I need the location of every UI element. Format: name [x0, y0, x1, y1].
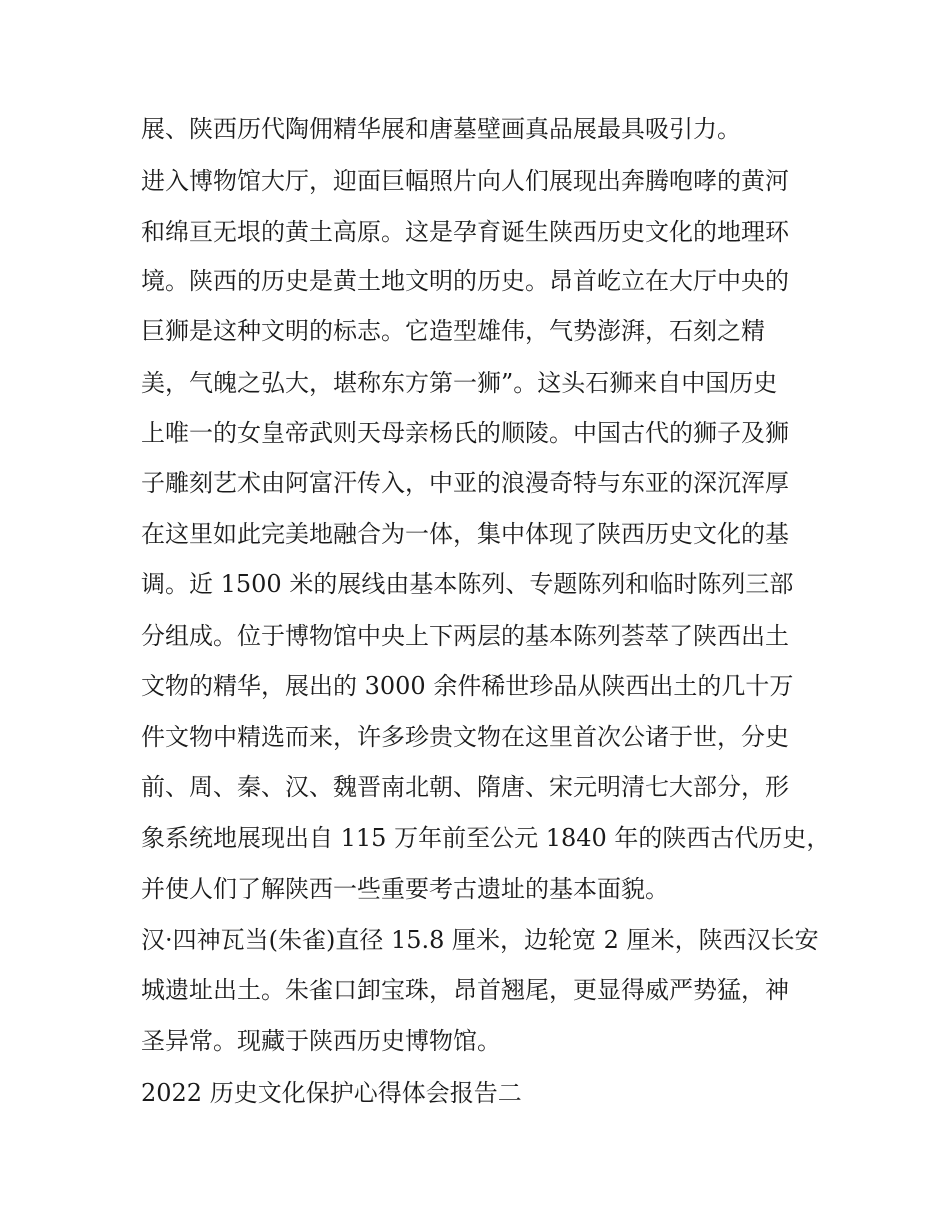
text-line: 汉·四神瓦当(朱雀)直径 15.8 厘米，边轮宽 2 厘米，陕西汉长安 [141, 926, 819, 954]
text-line: 美，气魄之弘大，堪称东方第一狮”。这头石狮来自中国历史 [141, 369, 778, 397]
text-line: 并使人们了解陕西一些重要考古遗址的基本面貌。 [141, 875, 669, 903]
text-line: 圣异常。现藏于陕西历史博物馆。 [141, 1027, 501, 1055]
text-line: 巨狮是这种文明的标志。它造型雄伟，气势澎湃，石刻之精 [141, 317, 765, 345]
text-line: 在这里如此完美地融合为一体，集中体现了陕西历史文化的基 [141, 520, 789, 548]
text-line: 城遗址出土。朱雀口卸宝珠，昂首翘尾，更显得威严势猛，神 [141, 976, 789, 1004]
text-line: 上唯一的女皇帝武则天母亲杨氏的顺陵。中国古代的狮子及狮 [141, 419, 789, 447]
text-line: 和绵亘无垠的黄土高原。这是孕育诞生陕西历史文化的地理环 [141, 218, 789, 246]
text-line: 前、周、秦、汉、魏晋南北朝、隋唐、宋元明清七大部分，形 [141, 773, 789, 801]
text-line: 子雕刻艺术由阿富汗传入，中亚的浪漫奇特与东亚的深沉浑厚 [141, 469, 789, 497]
text-line: 象系统地展现出自 115 万年前至公元 1840 年的陕西古代历史， [141, 824, 831, 852]
section-heading: 2022 历史文化保护心得体会报告二 [141, 1079, 522, 1107]
text-line: 进入博物馆大厅，迎面巨幅照片向人们展现出奔腾咆哮的黄河 [141, 167, 789, 195]
text-line: 文物的精华，展出的 3000 余件稀世珍品从陕西出土的几十万 [141, 672, 794, 700]
text-line: 境。陕西的历史是黄土地文明的历史。昂首屹立在大厅中央的 [141, 267, 789, 295]
text-line: 展、陕西历代陶佣精华展和唐墓壁画真品展最具吸引力。 [141, 115, 741, 143]
text-line: 分组成。位于博物馆中央上下两层的基本陈列荟萃了陕西出土 [141, 622, 789, 650]
text-line: 件文物中精选而来，许多珍贵文物在这里首次公诸于世，分史 [141, 723, 789, 751]
text-line: 调。近 1500 米的展线由基本陈列、专题陈列和临时陈列三部 [141, 570, 794, 598]
